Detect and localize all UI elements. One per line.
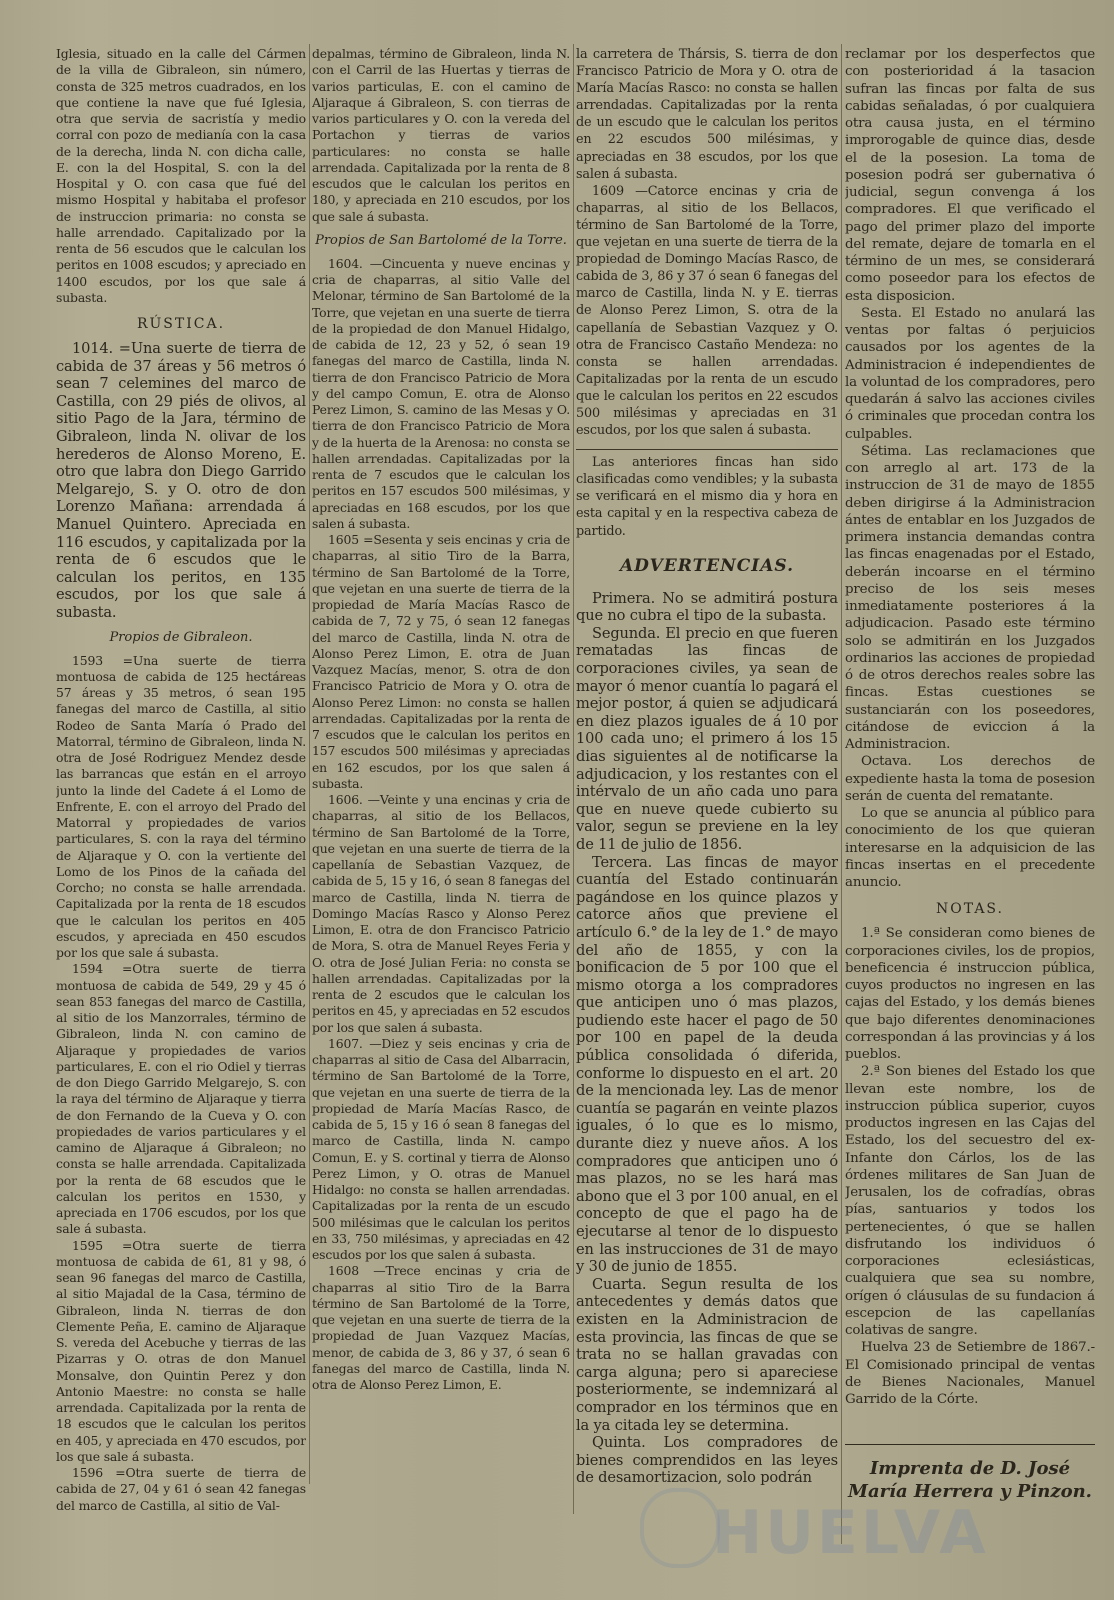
paragraph: la carretera de Thársis, S. tierra de don Francisco Patricio de Mora y O. otra de María Macías Rasco: no consta se hallen arrendadas. Capitalizadas por la renta de un escudo que le calculan los peritos en 22 escudos 500 milésimas, y apreciadas en 38 escudos, por los que salen á subasta. bbox=[576, 47, 838, 182]
entry-1605: 1605 =Sesenta y seis encinas y cria de chaparras, al sitio Tiro de la Barra, término de San Bartolomé de la Torre, que vejetan en una suerte de tierra de la propiedad de María Macías Rasco de cabida de 7, 72 y 75, ó sean 12 fanegas del marco de Castilla, linda N. otra de Alonso Perez Limon, E. otra de Juan Vazquez Macías, menor, S. otra de don Francisco Patricio de Mora y O. otra de Alonso Perez Limon: no consta se hallen arrendadas. Capitalizadas por la renta de 7 escudos que le calculan los peritos en 157 escudos 500 milésimas y apreciadas en 162 escudos, por los que salen á subasta. bbox=[312, 532, 570, 791]
divider bbox=[576, 449, 838, 450]
advertencia-cuarta: Cuarta. Segun resulta de los antecedentes y demás datos que existen en la Administracion de esta provincia, las fincas de que se trata no se hallan gravadas con carga alguna; pero si apareciese posteriormente, se indemnizará al comprador en los términos que en la ya citada ley se determina. bbox=[576, 1275, 838, 1434]
announcement: Lo que se anuncia al público para conocimiento de los que quieran interesarse en la adquisicion de las fincas insertas en el precedente anuncio. bbox=[845, 806, 1095, 890]
column-3 bbox=[576, 46, 838, 1487]
section-heading-notas: NOTAS. bbox=[936, 901, 1004, 918]
column-2 bbox=[312, 46, 570, 1393]
paragraph: Iglesia, situado en la calle del Cármen de la villa de Gibraleon, sin número, consta de 325 metros cuadrados, en los que contiene la nave que fué Iglesia, otra que servia de sacristía y medio corral con pozo de medianía con la casa de la derecha, linda N. con dicha calle, E. con la del Hospital, S. con la del Hospital y O. con casa que fué del mismo Hospital y habitaba el profesor de instruccion primaria: no consta se halle arrendado. Capitalizado por la renta de 56 escudos que le calculan los peritos en 1008 escudos; y apreciado en 1400 escudos, por los que sale á subasta. bbox=[56, 46, 306, 305]
watermark: HUELVA bbox=[712, 1498, 989, 1568]
column-rule bbox=[841, 44, 842, 1544]
column-4 bbox=[845, 46, 1095, 1503]
advertencia-primera: Primera. No se admitirá postura que no cubra el tipo de la subasta. bbox=[576, 589, 838, 625]
closing-note: Las anteriores fincas han sido clasificadas como vendibles; y la subasta se verificará en el mismo dia y hora en esta capital y en la respectiva cabeza de partido. bbox=[576, 455, 838, 539]
entry-1609: 1609 —Catorce encinas y cria de chaparras, al sitio de los Bellacos, término de San Bartolomé de la Torre, que vejetan en una suerte de tierra de la propiedad de Domingo Macías Rasco, de cabida de 3, 86 y 37 ó sean 6 fanegas del marco de Castilla, linda N. y E. tierras de Alonso Perez Limon, S. otra de la capellanía de Sebastian Vazquez y O. otra de Francisco Castaño Mendeza: no consta se hallen arrendadas. Capitalizadas por la renta de un escudo que le calculan los peritos en 22 escudos 500 milésimas y apreciadas en 31 escudos, por los que salen á subasta. bbox=[576, 183, 838, 439]
section-heading-san-bartolome: Propios de San Bartolomé de la Torre. bbox=[315, 232, 567, 248]
entry-1596: 1596 =Otra suerte de tierra de cabida de 27, 04 y 61 ó sean 42 fanegas del marco de Castilla, al sitio de Val- bbox=[56, 1465, 306, 1513]
advertencia-segunda: Segunda. El precio en que fueren rematadas las fincas de corporaciones civiles, ya sean de mayor ó menor cuantía lo pagará el mejor postor, á quien se adjudicará en diez plazos iguales de á 10 por 100 cada uno; el primero á los 15 dias siguientes al de notificarse la adjudicacion, y los restantes con el intérvalo de un año cada uno para que en nueve quede cubierto su valor, segun se previene en la ley de 11 de julio de 1856. bbox=[576, 624, 838, 853]
section-heading-advertencias: ADVERTENCIAS. bbox=[619, 555, 795, 576]
advertencia-setima: Sétima. Las reclamaciones que con arreglo al art. 173 de la instruccion de 31 de mayo de 1855 deben dirigirse á la Administracion ántes de entablar en los Juzgados de primera instancia demandas contra las fincas enagenadas por el Estado, deberán incoarse en el término preciso de los seis meses inmediatamente posteriores á la adjudicacion. Pasado este término solo se admitirán en los Juzgados ordinarios las acciones de propiedad ó de otros derechos reales sobre las fincas. Estas cuestiones se sustanciarán con los poseedores, citándose de eviccion á la Administracion. bbox=[845, 443, 1095, 752]
entry-1595: 1595 =Otra suerte de tierra montuosa de cabida de 61, 81 y 98, ó sean 96 fanegas del marco de Castilla, al sitio Majadal de la Casa, término de Gibraleon, linda N. tierras de don Clemente Peña, E. camino de Aljaraque S. vereda del Acebuche y tierras de las Pizarras y O. otras de don Manuel Monsalve, don Quintin Perez y don Antonio Maestre: no consta se halle arrendada. Capitalizada por la renta de 18 escudos que le calculan los peritos en 405, y apreciada en 470 escudos, por los que sale á subasta. bbox=[56, 1237, 306, 1464]
paragraph: depalmas, término de Gibraleon, linda N. con el Carril de las Huertas y tierras de varios particulas, E. con el camino de Aljaraque á Gibraleon, S. con tierras de varios particulares y O. con la vereda del Portachon y tierras de varios particulares: no consta se halle arrendada. Capitalizada por la renta de 8 escudos que le calculan los peritos en 180, y apreciada en 210 escudos, por los que sale á subasta. bbox=[312, 46, 570, 224]
printer-imprint: Imprenta de D. José María Herrera y Pinzon. bbox=[845, 1444, 1095, 1503]
signature-line: Huelva 23 de Setiembre de 1867.-El Comisionado principal de ventas de Bienes Nacionales, Manuel Garrido de la Córte. bbox=[845, 1340, 1095, 1407]
section-heading-propios: Propios de Gibraleon. bbox=[109, 629, 253, 645]
watermark-seal-icon bbox=[640, 1488, 720, 1568]
column-rule bbox=[309, 44, 310, 1484]
paragraph: reclamar por los desperfectos que con posterioridad á la tasacion sufran las fincas por falta de sus cabidas señaladas, ó por cualquiera otra causa justa, en el término improrogable de quince dias, desde el de la posesion. La toma de posesion podrá ser gubernativa ó judicial, segun convenga á los compradores. El que verificado el pago del primer plazo del importe del remate, dejare de tomarla en el término de un mes, se considerará como poseedor para los efectos de esta disposicion. bbox=[845, 47, 1095, 304]
advertencia-sesta: Sesta. El Estado no anulará las ventas por faltas ó perjuicios causados por los agentes de la Administracion é independientes de la voluntad de los compradores, pero quedarán á salvo las acciones civiles ó criminales que procedan contra los culpables. bbox=[845, 305, 1095, 442]
entry-1604: 1604. —Cincuenta y nueve encinas y cria de chaparras, al sitio Valle del Melonar, término de San Bartolomé de la Torre, que vejetan en una suerte de tierra de la propiedad de don Manuel Hidalgo, de cabida de 12, 23 y 52, ó sean 19 fanegas del marco de Castilla, linda N. tierra de don Francisco Patricio de Mora y del campo Comun, E. otra de Alonso Perez Limon, S. camino de las Mesas y O. tierra de don Francisco Patricio de Mora y de la huerta de la Arenosa: no consta se hallen arrendadas. Capitalizadas por la renta de 7 escudos que le calculan los peritos en 157 escudos 500 milésimas, y apreciadas en 168 escudos, por los que salen á subasta. bbox=[312, 255, 570, 531]
entry-1608: 1608 —Trece encinas y cria de chaparras al sitio Tiro de la Barra término de San Bartolomé de la Torre, que vejetan en una suerte de tierra de la propiedad de Juan Vazquez Macías, menor, de cabida de 3, 86 y 37, ó sean 6 fanegas del marco de Castilla, linda N. otra de Alonso Perez Limon, E. bbox=[312, 1263, 570, 1392]
entry-1607: 1607. —Diez y seis encinas y cria de chaparras al sitio de Casa del Albarracin, término de San Bartolomé de la Torre, que vejetan en una suerte de tierra de la propiedad de María Macías Rasco, de cabida de 5, 15 y 16 ó sean 8 fanegas del marco de Castilla, linda N. campo Comun, E. y S. cortinal y tierra de Alonso Perez Limon, y O. otras de Manuel Hidalgo: no consta se hallen arrendadas. Capitalizadas por la renta de un escudo 500 milésimas que le calculan los peritos en 33, 750 milésimas, y apreciadas en 42 escudos por los que salen á subasta. bbox=[312, 1035, 570, 1262]
entry-1606: 1606. —Veinte y una encinas y cria de chaparras, al sitio de los Bellacos, término de San Bartolomé de la Torre, que vejetan en una suerte de tierra de la capellanía de Sebastian Vazquez, de cabida de 5, 15 y 16, ó sean 8 fanegas del marco de Castilla, linda N. tierra de Domingo Macías Rasco y Alonso Perez Limon, E. otra de don Francisco Patricio de Mora, S. otra de Manuel Reyes Feria y O. otra de José Julian Feria: no consta se hallen arrendadas. Capitalizadas por la renta de 2 escudos que le calculan los peritos en 45, y apreciadas en 52 escudos por los que salen á subasta. bbox=[312, 792, 570, 1035]
entry-1014: 1014. =Una suerte de tierra de cabida de 37 áreas y 56 metros ó sean 7 celemines del marco de Castilla, con 29 piés de olivos, al sitio Pago de la Jara, término de Gibraleon, linda N. olivar de los herederos de Alonso Moreno, E. otro que labra don Diego Garrido Melgarejo, S. y O. otro de don Lorenzo Mañana: arrendada á Manuel Quintero. Apreciada en 116 escudos, y capitalizada por la renta de 6 escudos que le calculan los peritos, en 135 escudos, por los que sale á subasta. bbox=[56, 340, 306, 621]
advertencia-quinta: Quinta. Los compradores de bienes comprendidos en las leyes de desamortizacion, solo podrán bbox=[576, 1434, 838, 1487]
nota-1: 1.ª Se consideran como bienes de corporaciones civiles, los de propios, beneficencia é instruccion pública, cuyos productos no ingresen en las cajas del Estado, y los demás bienes que bajo diferentes denominaciones correspondan á las provincias y á los pueblos. bbox=[845, 926, 1095, 1062]
nota-2: 2.ª Son bienes del Estado los que llevan este nombre, los de instruccion pública superior, cuyos productos ingresen en las Cajas del Estado, los del secuestro del ex-Infante don Cárlos, los de las órdenes militares de San Juan de Jerusalen, los de cofradías, obras pías, santuarios y todos los pertenecientes, ó que se hallen disfrutando los individuos ó corporaciones eclesiásticas, cualquiera que sea su nombre, orígen ó cláusulas de su fundacion á escepcion de las capellanías colativas de sangre. bbox=[845, 1064, 1095, 1338]
section-heading-rustica: RÚSTICA. bbox=[136, 316, 226, 332]
entry-1593: 1593 =Una suerte de tierra montuosa de cabida de 125 hectáreas 57 áreas y 35 metros, ó sean 195 fanegas del marco de Castilla, al sitio Rodeo de Santa María ó Prado del Matorral, término de Gibraleon, linda N. otra de José Rodriguez Mendez desde las barrancas que están en el arroyo junto la linde del Cadete á el Lomo de Enfrente, E. con el arroyo del Prado del Matorral y propiedades de varios particulares, S. con la raya del término de Aljaraque y O. con la vertiente del Lomo de los Pinos de la cañada del Corcho; no consta se halle arrendada. Capitalizada por la renta de 18 escudos que le calculan los peritos en 405 escudos, y apreciada en 450 escudos por los que sale á subasta. bbox=[56, 652, 306, 960]
column-rule bbox=[573, 44, 574, 1514]
advertencia-octava: Octava. Los derechos de expediente hasta la toma de posesion serán de cuenta del rematante. bbox=[845, 754, 1095, 804]
advertencia-tercera: Tercera. Las fincas de mayor cuantía del Estado continuarán pagándose en los quince plazos y catorce años que previene el artículo 6.° de la ley de 1.° de mayo del año de 1855, y con la bonificacion de 5 por 100 que el mismo otorga a los compradores que anticipen uno ó mas plazos, pudiendo este hacer el pago de 50 por 100 en papel de la deuda pública consolidada ó diferida, conforme lo dispuesto en el art. 20 de la mencionada ley. Las de menor cuantía se pagarán en veinte plazos iguales, ó lo que es lo mismo, durante diez y nueve años. A los compradores que anticipen uno ó mas plazos, no se les hará mas abono que el 3 por 100 anual, en el concepto de que el pago ha de ejecutarse al tenor de lo dispuesto en las instrucciones de 31 de mayo y 30 de junio de 1855. bbox=[576, 853, 838, 1276]
column-1 bbox=[56, 46, 306, 1514]
entry-1594: 1594 =Otra suerte de tierra montuosa de cabida de 549, 29 y 45 ó sean 853 fanegas del marco de Castilla, al sitio de los Manzorrales, término de Gibraleon, linda N. con camino de Aljaraque y propiedades de varios particulares, E. con el rio Odiel y tierras de don Diego Garrido Melgarejo, S. con la raya del término de Aljaraque y tierra de don Fernando de la Cueva y O. con propiedades de varios particulares y el camino de Aljaraque á Gibraleon; no consta se halle arrendada. Capitalizada por la renta de 68 escudos que le calculan los peritos en 1530, y apreciada en 1706 escudos, por los que sale á subasta. bbox=[56, 961, 306, 1237]
